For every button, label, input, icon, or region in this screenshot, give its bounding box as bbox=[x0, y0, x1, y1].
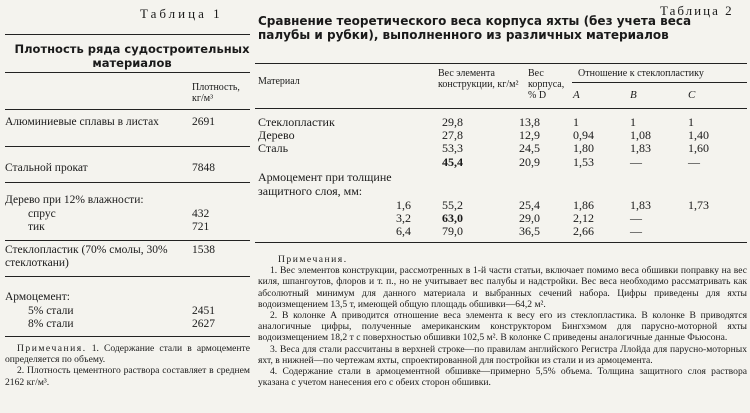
table2-row-c: 1,60 bbox=[688, 141, 709, 155]
table2-header-c: C bbox=[688, 89, 696, 101]
table2-row-c: — bbox=[688, 155, 700, 169]
table2-header-element-weight: Вес элемента конструкции, кг/м² bbox=[438, 68, 519, 90]
table2-row-weight: 29,8 bbox=[442, 115, 463, 129]
table2-row-hull: 24,5 bbox=[519, 141, 540, 155]
table2-header-ratio: Отношение к стеклопластику bbox=[578, 68, 704, 79]
table2-ratio-rule bbox=[572, 82, 747, 83]
table2-row-c: 1,40 bbox=[688, 128, 709, 142]
table2-header-hull-weight: Вес корпуса, % D bbox=[528, 68, 565, 101]
table1-notes bbox=[5, 343, 250, 388]
table2-title: Сравнение теоретического веса корпуса яхты (без учета веса палубы и рубки), выполненного из различных материалов bbox=[258, 14, 692, 42]
table2-ferro-weight: 79,0 bbox=[442, 224, 463, 238]
table2-ferro-thickness: 3,2 bbox=[396, 211, 411, 225]
table2-ferro-a: 1,86 bbox=[573, 198, 594, 212]
table2-note: 4. Содержание стали в армоцементной обшивке—примерно 5,5% объема. Толщина защитного слоя раствора указана с учетом нанесения его с обеих сторон обшивки. bbox=[258, 366, 747, 389]
table2-row-b: 1,83 bbox=[630, 141, 651, 155]
table1-row-name: Дерево при 12% влажности: bbox=[5, 194, 144, 206]
table2-ferro-weight: 55,2 bbox=[442, 198, 463, 212]
table1-row-value: 2627 bbox=[192, 318, 215, 330]
table2-row-weight: 45,4 bbox=[442, 155, 463, 169]
table2-note: 1. Вес элементов конструкции, рассмотренных в 1-й части статьи, включает помимо веса обшивки поправку на вес киля, шпангоутов, флоров и т. п., но не учитывает вес палубы и надстройки. Вес веса необходимо рассматривать как абсолютный минимум для данного материала и выбранных сечений набора. Цифры приведены для яхты водоизмещением 13,5 т, имеющей общую площадь обшивки—64,2 м². bbox=[258, 265, 747, 310]
table1-row-name: спрус bbox=[28, 208, 56, 220]
table1-row-name: Стальной прокат bbox=[5, 162, 88, 174]
table1-title: Плотность ряда судостроительных материалов bbox=[14, 42, 250, 70]
table2-row-a: 1,80 bbox=[573, 141, 594, 155]
table2-row-b: — bbox=[630, 155, 642, 169]
table1-row-name: Армоцемент: bbox=[5, 291, 70, 303]
table2-ferro-thickness: 1,6 bbox=[396, 198, 411, 212]
table2-ferro-b: — bbox=[630, 211, 642, 225]
table1-top-rule bbox=[5, 34, 250, 35]
table1-row-rule bbox=[5, 240, 250, 241]
table2-ferro-a: 2,12 bbox=[573, 211, 594, 225]
table2-ferro-hull: 25,4 bbox=[519, 198, 540, 212]
table2-header-a: A bbox=[573, 89, 580, 101]
table1-row-name: Стеклопластик (70% смолы, 30% стеклоткани) bbox=[5, 244, 168, 269]
table1-row-rule bbox=[5, 146, 250, 147]
table1-label: Таблица 1 bbox=[140, 6, 223, 21]
table1-body-rule bbox=[5, 109, 250, 110]
table1-row-rule bbox=[5, 182, 250, 183]
table2-ferro-hull: 36,5 bbox=[519, 224, 540, 238]
table1-row-name: Алюминиевые сплавы в листах bbox=[5, 116, 159, 128]
table2-ferro-weight: 63,0 bbox=[442, 211, 463, 225]
table2-notes bbox=[258, 254, 747, 388]
table2-notes-head: Примечания. bbox=[278, 254, 348, 265]
table1-row-name: тик bbox=[28, 221, 45, 233]
table2-header-material: Материал bbox=[258, 76, 300, 87]
table2-ferro-c: 1,73 bbox=[688, 198, 709, 212]
table1-bottom-rule bbox=[5, 336, 250, 337]
table2-row-weight: 53,3 bbox=[442, 141, 463, 155]
table2-header-b: B bbox=[630, 89, 637, 101]
table1-row-name: 5% стали bbox=[28, 305, 74, 317]
table2-ferro-a: 2,66 bbox=[573, 224, 594, 238]
table2-ferro-thickness: 6,4 bbox=[396, 224, 411, 238]
table1-notes-head: Примечания. bbox=[17, 343, 87, 354]
table2-row-hull: 12,9 bbox=[519, 128, 540, 142]
table2-row-b: 1 bbox=[630, 115, 636, 129]
table2-top-rule bbox=[255, 63, 747, 64]
table2-row-weight: 27,8 bbox=[442, 128, 463, 142]
table2-row-a: 0,94 bbox=[573, 128, 594, 142]
table2-bottom-rule bbox=[255, 242, 747, 243]
table2-ferro-label: Армоцемент при толщине защитного слоя, мм: bbox=[258, 170, 392, 198]
table1-row-value: 7848 bbox=[192, 162, 215, 174]
table2-header-bottom-rule bbox=[255, 108, 747, 109]
table2-row-name: Сталь bbox=[258, 141, 289, 155]
table2-row-c: 1 bbox=[688, 115, 694, 129]
table1-header-rule bbox=[5, 72, 250, 73]
table2-row-hull: 20,9 bbox=[519, 155, 540, 169]
table1-row-name: 8% стали bbox=[28, 318, 74, 330]
table1-row-rule bbox=[5, 276, 250, 277]
table1-row-value: 2691 bbox=[192, 116, 215, 128]
table2-note: 2. В колонке А приводится отношение веса элемента к весу его из стеклопластика. В колонке В приводятся аналогичные цифры, полученные американским конструктором Бингхэмом для парусно-моторной яхты водоизмещением 18,2 т с поверхностью обшивки 102,5 м². В колонке С приведены аналогичные данные Фьюсона. bbox=[258, 310, 747, 344]
table2-ferro-b: — bbox=[630, 224, 642, 238]
table2-row-a: 1 bbox=[573, 115, 579, 129]
table2-row-name: Стеклопластик bbox=[258, 115, 335, 129]
table1-row-value: 721 bbox=[192, 221, 210, 233]
table2-note: 3. Веса для стали рассчитаны в верхней строке—по правилам английского Регистра Ллойда для парусно-моторных яхт, в нижней—по чертежам яхты, спроектированной для постройки из стали и из армоцемента. bbox=[258, 343, 747, 366]
table1-note: 2. Плотность цементного раствора составляет в среднем 2162 кг/м³. bbox=[5, 365, 250, 388]
table2-row-hull: 13,8 bbox=[519, 115, 540, 129]
table2-row-name: Дерево bbox=[258, 128, 295, 142]
table2-row-a: 1,53 bbox=[573, 155, 594, 169]
table1-note: 1. Содержание стали в армоцементе определяется по объему. bbox=[5, 343, 250, 366]
table1-col-header: Плотность, кг/м³ bbox=[192, 82, 240, 104]
table1-row-value: 432 bbox=[192, 208, 210, 220]
table2-label: Таблица 2 bbox=[660, 3, 734, 18]
table1-row-value: 1538 bbox=[192, 244, 215, 256]
table2-ferro-hull: 29,0 bbox=[519, 211, 540, 225]
table1-row-value: 2451 bbox=[192, 305, 215, 317]
table2-row-b: 1,08 bbox=[630, 128, 651, 142]
table2-ferro-b: 1,83 bbox=[630, 198, 651, 212]
